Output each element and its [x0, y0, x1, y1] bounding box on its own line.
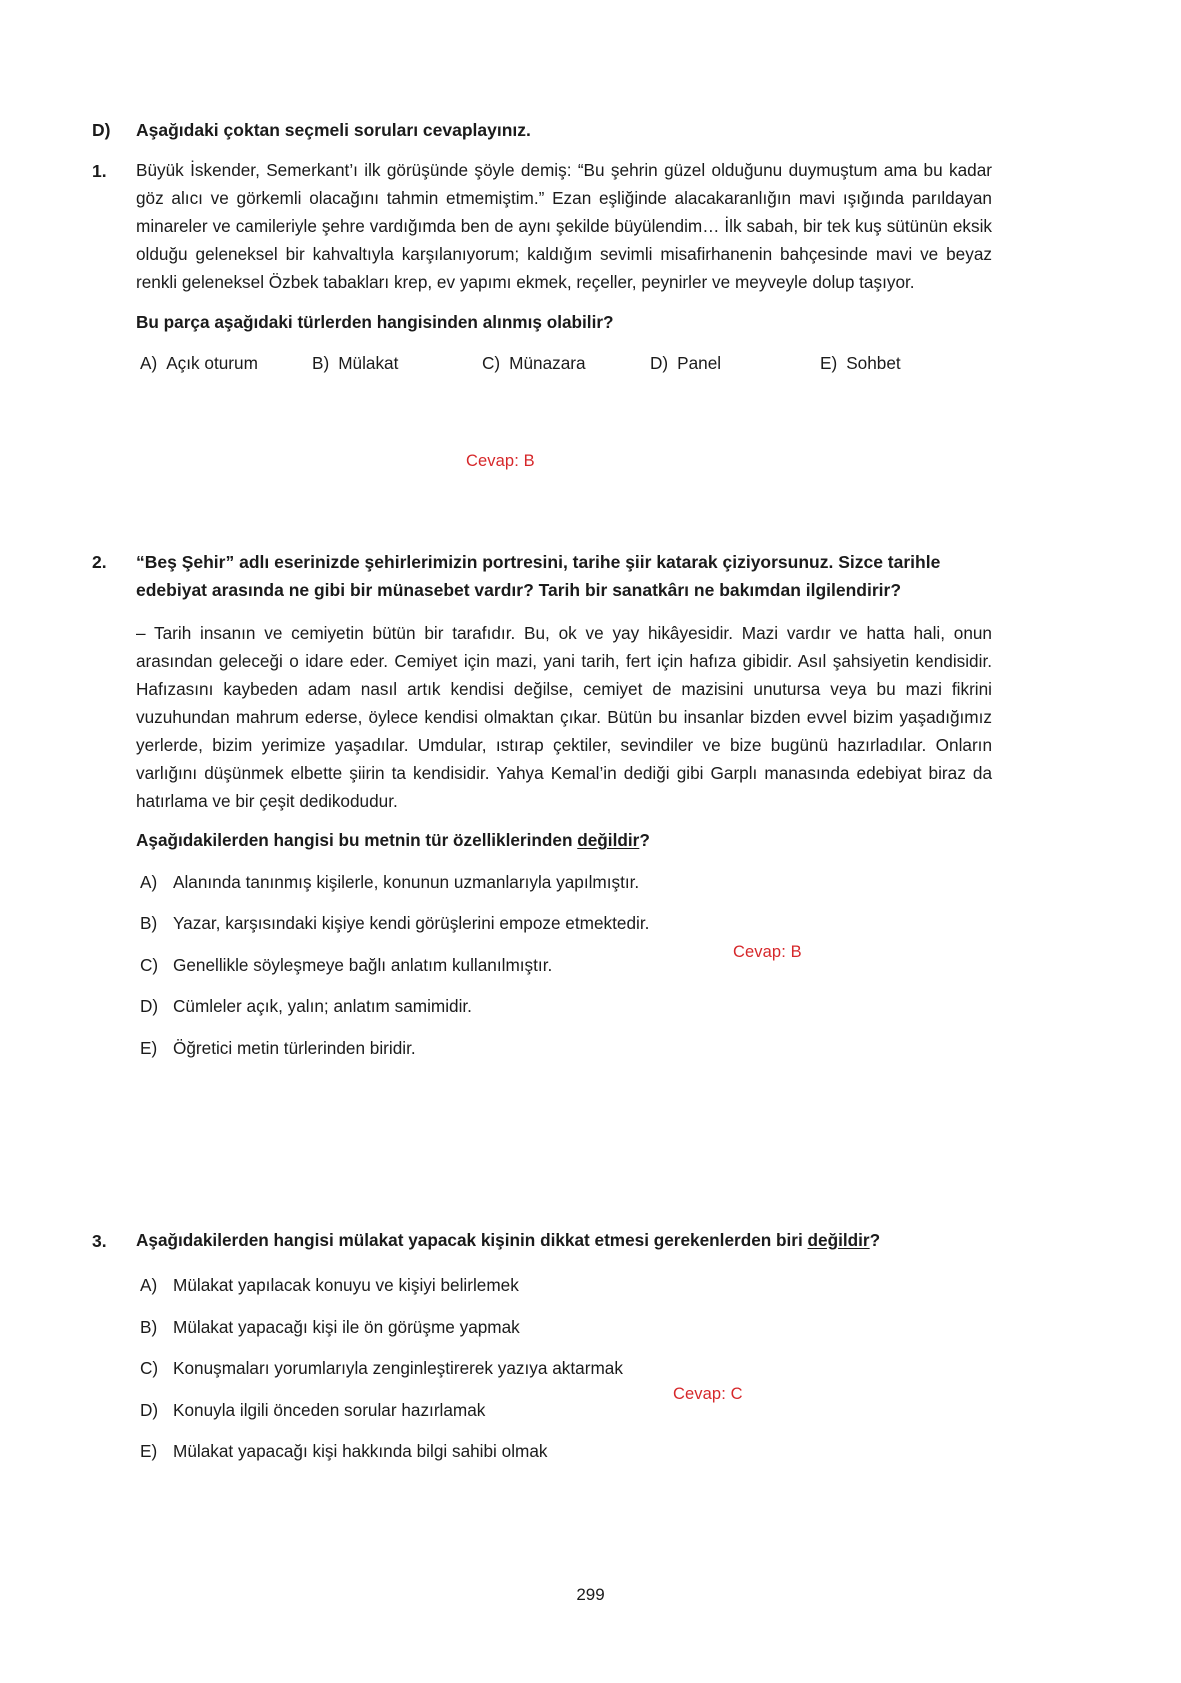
option-c[interactable] [140, 952, 992, 980]
option-c-text: Genellikle söyleşmeye bağlı anlatım kullanılmıştır. [173, 954, 553, 975]
option-e-text: Mülakat yapacağı kişi hakkında bilgi sahibi olmak [173, 1441, 548, 1462]
option-b-label: B) [140, 1316, 158, 1337]
option-d-label: D) [140, 996, 159, 1017]
option-e-label: E) [140, 1037, 158, 1058]
section-marker: D) [92, 120, 111, 140]
option-a[interactable] [140, 869, 992, 897]
option-b[interactable] [140, 1314, 992, 1342]
page-number: 299 [576, 1585, 605, 1604]
option-d-label: D) [140, 1399, 159, 1420]
option-d-text: Konuyla ilgili önceden sorular hazırlamak [173, 1399, 486, 1420]
question-2-stem [136, 827, 992, 855]
question-3 [92, 1227, 992, 1480]
option-e[interactable] [820, 350, 901, 378]
option-e[interactable] [140, 1438, 992, 1466]
option-d[interactable] [140, 1397, 992, 1425]
option-a-label: A) [140, 353, 158, 374]
option-e[interactable] [140, 1035, 992, 1063]
question-2 [92, 548, 992, 1077]
option-c-label: C) [140, 1358, 159, 1379]
question-2-stem-prefix: Aşağıdakilerden hangisi bu metnin tür özelliklerinden [136, 830, 578, 851]
option-a-text: Açık oturum [166, 353, 258, 374]
question-1-passage: Büyük İskender, Semerkant’ı ilk görüşünde şöyle demiş: “Bu şehrin güzel olduğunu duymuştum ama bu kadar göz alıcı ve görkemli olacağını tahmin etmemiştim.” Ezan eşliğinde alacakaranlığın mavi ışığında parıldayan minareler ve camileriyle şehre vardığımda ben de aynı şekilde büyülendim… İlk sabah, bir tek kuş sütünün eksik olduğu geleneksel bir kahvaltıyla karşılanıyorum; kaldığım sevimli misafirhanenin bahçesinde mavi ve beyaz renkli geleneksel Özbek tabakları krep, ev yapımı ekmek, reçeller, peynirler ve meyveyle dolup taşıyor. [136, 160, 992, 292]
question-2-passage: – Tarih insanın ve cemiyetin bütün bir tarafıdır. Bu, ok ve yay hikâyesidir. Mazi vardır ve hatta hali, onun arasından geleceği o idare eder. Cemiyet için mazi, yani tarih, fert için hafıza gibidir. Asıl şahsiyetin kendisidir. Hafızasını kaybeden adam nasıl artık kendisi değilse, cemiyet de mazisini unutursa veya bu mazi fikrini vuzuhundan mahrum ederse, öylece kendisi olmaktan çıkar. Bütün bu insanlar bizden evvel bizim yaşadığımız yerlerde, bizim yerimize yaşadılar. Umdular, ıstırap çektiler, sevindiler ve bize bugünü hazırladılar. Onların varlığını düşünmek elbette şiirin ta kendisidir. Yahya Kemal’in dediği gibi Garplı manasında edebiyat biraz da hatırlama ve bir çeşit dedikodudur. [136, 623, 992, 811]
question-3-options [136, 1272, 992, 1466]
option-c[interactable] [482, 350, 650, 378]
question-3-stem-prefix: Aşağıdakilerden hangisi mülakat yapacak kişinin dikkat etmesi gerekenlerden biri [136, 1229, 808, 1250]
option-e-text: Sohbet [846, 353, 901, 374]
option-b[interactable] [140, 910, 992, 938]
answer-stamp-question-2: Cevap: B [733, 943, 802, 961]
answer-stamp-question-1: Cevap: B [466, 452, 535, 470]
option-d-label: D) [650, 353, 669, 374]
option-c-label: C) [140, 954, 159, 975]
option-d-text: Cümleler açık, yalın; anlatım samimidir. [173, 996, 472, 1017]
option-d[interactable] [140, 993, 992, 1021]
option-a[interactable] [140, 1272, 992, 1300]
option-a-label: A) [140, 1275, 158, 1296]
question-3-stem-suffix: ? [869, 1229, 881, 1250]
question-1-options [136, 350, 992, 378]
option-b[interactable] [312, 350, 482, 378]
answer-stamp-question-3: Cevap: C [673, 1385, 743, 1403]
option-b-text: Mülakat [338, 353, 399, 374]
option-a[interactable] [140, 350, 312, 378]
option-d[interactable] [650, 350, 820, 378]
page-content [92, 118, 992, 1484]
section-title: Aşağıdaki çoktan seçmeli soruları cevaplayınız. [136, 120, 531, 140]
question-2-number: 2. [92, 551, 107, 572]
section-heading [92, 118, 992, 143]
question-3-stem [136, 1227, 992, 1255]
question-2-stem-negative: değildir [577, 830, 640, 851]
option-e-label: E) [140, 1441, 158, 1462]
option-b-label: B) [140, 913, 158, 934]
question-2-stem-suffix: ? [639, 830, 650, 851]
question-2-intro: “Beş Şehir” adlı eserinizde şehirlerimizin portresini, tarihe şiir katarak çiziyorsunuz. Sizce tarihle edebiyat arasında ne gibi bir münasebet vardır? Tarih bir sanatkârı ne bakımdan ilgilendirir? [136, 551, 941, 601]
question-1-number: 1. [92, 161, 107, 182]
option-b-text: Mülakat yapacağı kişi ile ön görüşme yapmak [173, 1316, 520, 1337]
question-1-stem: Bu parça aşağıdaki türlerden hangisinden alınmış olabilir? [136, 311, 614, 332]
option-d-text: Panel [677, 353, 722, 374]
option-b-text: Yazar, karşısındaki kişiye kendi görüşlerini empoze etmektedir. [173, 913, 650, 934]
option-c-label: C) [482, 353, 501, 374]
option-a-text: Alanında tanınmış kişilerle, konunun uzmanlarıyla yapılmıştır. [173, 871, 640, 892]
question-3-stem-negative: değildir [807, 1229, 870, 1250]
option-a-label: A) [140, 871, 158, 892]
option-b-label: B) [312, 353, 330, 374]
option-c[interactable] [140, 1355, 992, 1383]
option-a-text: Mülakat yapılacak konuyu ve kişiyi belirlemek [173, 1275, 519, 1296]
option-c-text: Münazara [509, 353, 586, 374]
option-e-text: Öğretici metin türlerinden biridir. [173, 1037, 416, 1058]
question-1 [92, 157, 992, 377]
option-e-label: E) [820, 353, 838, 374]
question-2-options [136, 869, 992, 1063]
option-c-text: Konuşmaları yorumlarıyla zenginleştirerek yazıya aktarmak [173, 1358, 623, 1379]
question-3-number: 3. [92, 1230, 107, 1251]
